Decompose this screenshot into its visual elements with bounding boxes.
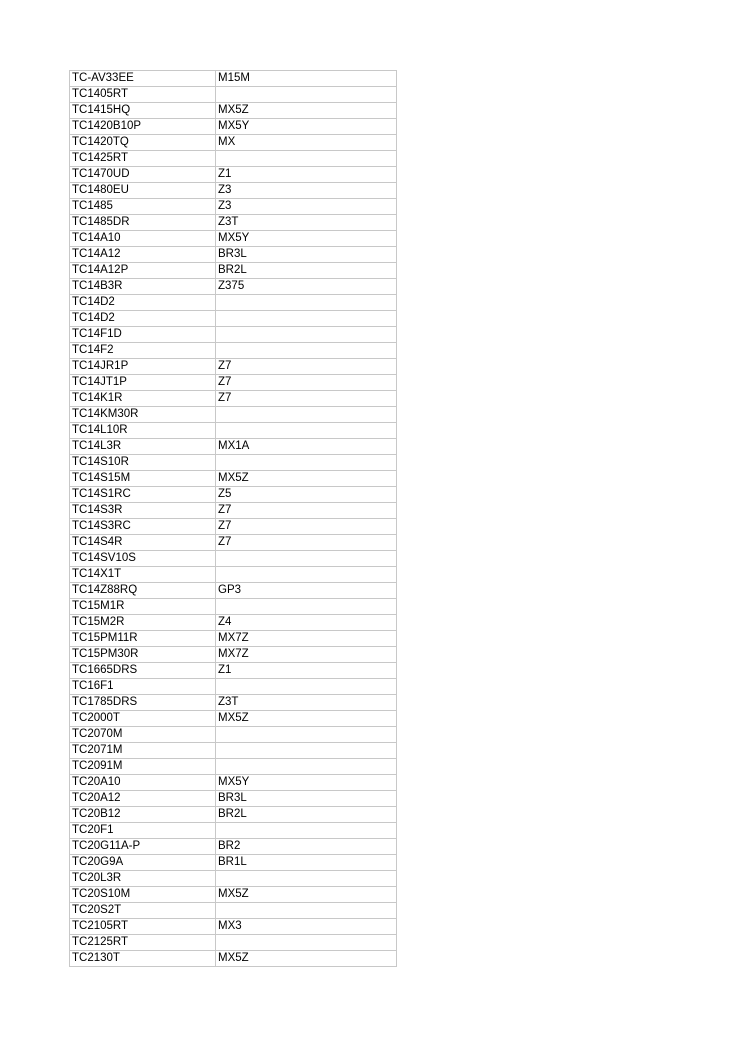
model-cell: TC1420TQ [70,135,216,151]
table-row [70,135,397,151]
table-row [70,583,397,599]
table-row [70,263,397,279]
table-row [70,215,397,231]
chassis-cell [216,343,397,359]
model-cell: TC2071M [70,743,216,759]
model-cell: TC14S3R [70,503,216,519]
table-row [70,695,397,711]
table-row [70,471,397,487]
chassis-cell: MX3 [216,919,397,935]
table-row [70,919,397,935]
table-row [70,711,397,727]
model-cell: TC20B12 [70,807,216,823]
table-row [70,535,397,551]
table-row [70,119,397,135]
model-cell: TC2105RT [70,919,216,935]
model-cell: TC2130T [70,951,216,967]
model-cell: TC1420B10P [70,119,216,135]
table-row [70,887,397,903]
table-row [70,199,397,215]
model-cell: TC14K1R [70,391,216,407]
chassis-cell [216,407,397,423]
chassis-cell: MX7Z [216,631,397,647]
table-row [70,407,397,423]
chassis-cell: Z1 [216,167,397,183]
table-row [70,855,397,871]
model-cell: TC1665DRS [70,663,216,679]
chassis-cell [216,87,397,103]
model-cell: TC14S1RC [70,487,216,503]
chassis-cell: Z7 [216,503,397,519]
model-cell: TC2091M [70,759,216,775]
chassis-cell: MX5Z [216,711,397,727]
chassis-cell: Z7 [216,359,397,375]
chassis-cell [216,151,397,167]
table-row [70,343,397,359]
table-row [70,327,397,343]
table-row [70,727,397,743]
table-row [70,759,397,775]
chassis-cell: Z7 [216,375,397,391]
model-cell: TC15PM30R [70,647,216,663]
table-row [70,647,397,663]
chassis-cell [216,599,397,615]
model-cell: TC1785DRS [70,695,216,711]
model-cell: TC1485 [70,199,216,215]
model-cell: TC20G11A-P [70,839,216,855]
chassis-cell [216,311,397,327]
model-cell: TC1415HQ [70,103,216,119]
chassis-cell: Z4 [216,615,397,631]
chassis-cell: Z7 [216,519,397,535]
table-row [70,455,397,471]
chassis-cell: BR3L [216,791,397,807]
table-row [70,103,397,119]
model-cell: TC-AV33EE [70,71,216,87]
model-cell: TC14D2 [70,311,216,327]
table-row [70,311,397,327]
model-cell: TC14D2 [70,295,216,311]
chassis-cell: MX1A [216,439,397,455]
model-cell: TC1405RT [70,87,216,103]
table-row [70,71,397,87]
model-cell: TC1485DR [70,215,216,231]
table-row [70,375,397,391]
chassis-cell [216,727,397,743]
table-row [70,279,397,295]
table-row [70,487,397,503]
model-cell: TC14KM30R [70,407,216,423]
model-cell: TC14JT1P [70,375,216,391]
model-cell: TC14S15M [70,471,216,487]
model-cell: TC14S4R [70,535,216,551]
chassis-cell: BR2 [216,839,397,855]
chassis-cell: MX5Z [216,951,397,967]
chassis-cell: Z7 [216,535,397,551]
table-row [70,231,397,247]
model-cell: TC14A12 [70,247,216,263]
table-row [70,87,397,103]
model-cell: TC20S2T [70,903,216,919]
chassis-cell [216,679,397,695]
model-cell: TC15PM11R [70,631,216,647]
model-cell: TC15M1R [70,599,216,615]
model-chassis-table [69,70,397,967]
chassis-cell: Z375 [216,279,397,295]
chassis-cell [216,327,397,343]
chassis-cell: Z3 [216,183,397,199]
chassis-cell: MX5Z [216,887,397,903]
model-cell: TC20G9A [70,855,216,871]
model-cell: TC14L10R [70,423,216,439]
model-cell: TC14S10R [70,455,216,471]
chassis-cell: M15M [216,71,397,87]
model-cell: TC14F1D [70,327,216,343]
model-cell: TC20F1 [70,823,216,839]
table-body [70,71,397,967]
table-row [70,663,397,679]
model-cell: TC1470UD [70,167,216,183]
table-row [70,503,397,519]
chassis-cell: GP3 [216,583,397,599]
table-row [70,359,397,375]
model-cell: TC14B3R [70,279,216,295]
model-cell: TC14A10 [70,231,216,247]
model-cell: TC20A10 [70,775,216,791]
chassis-cell [216,935,397,951]
model-cell: TC14L3R [70,439,216,455]
model-cell: TC14S3RC [70,519,216,535]
model-cell: TC14X1T [70,567,216,583]
chassis-cell: MX5Y [216,119,397,135]
model-cell: TC1425RT [70,151,216,167]
chassis-cell [216,871,397,887]
chassis-cell: BR2L [216,807,397,823]
model-cell: TC14SV10S [70,551,216,567]
table-row [70,951,397,967]
chassis-cell: Z7 [216,391,397,407]
chassis-cell: MX [216,135,397,151]
model-cell: TC14JR1P [70,359,216,375]
chassis-cell: Z5 [216,487,397,503]
chassis-cell: MX5Y [216,775,397,791]
model-cell: TC14Z88RQ [70,583,216,599]
chassis-cell [216,455,397,471]
chassis-cell [216,295,397,311]
table-row [70,183,397,199]
table-row [70,679,397,695]
table-row [70,823,397,839]
table-row [70,903,397,919]
chassis-cell: Z1 [216,663,397,679]
table-row [70,599,397,615]
model-cell: TC2125RT [70,935,216,951]
table-row [70,439,397,455]
chassis-cell: Z3T [216,215,397,231]
chassis-cell [216,903,397,919]
model-cell: TC20A12 [70,791,216,807]
table-row [70,151,397,167]
chassis-cell: MX7Z [216,647,397,663]
chassis-cell [216,743,397,759]
chassis-cell: BR2L [216,263,397,279]
chassis-cell [216,551,397,567]
table-row [70,167,397,183]
table-row [70,519,397,535]
model-cell: TC15M2R [70,615,216,631]
chassis-cell: Z3T [216,695,397,711]
model-cell: TC20L3R [70,871,216,887]
table-row [70,295,397,311]
chassis-cell: MX5Z [216,103,397,119]
table-row [70,247,397,263]
model-cell: TC14A12P [70,263,216,279]
chassis-cell [216,423,397,439]
table-row [70,551,397,567]
table-row [70,615,397,631]
table-row [70,743,397,759]
model-cell: TC14F2 [70,343,216,359]
model-cell: TC1480EU [70,183,216,199]
chassis-cell [216,823,397,839]
table-row [70,839,397,855]
model-cell: TC16F1 [70,679,216,695]
chassis-cell: BR1L [216,855,397,871]
model-cell: TC2070M [70,727,216,743]
table-row [70,791,397,807]
chassis-cell [216,759,397,775]
table-row [70,423,397,439]
chassis-cell: Z3 [216,199,397,215]
table-row [70,871,397,887]
table-row [70,631,397,647]
table-row [70,567,397,583]
table-row [70,391,397,407]
table-row [70,935,397,951]
table-row [70,775,397,791]
chassis-cell: BR3L [216,247,397,263]
model-cell: TC20S10M [70,887,216,903]
chassis-cell [216,567,397,583]
chassis-cell: MX5Z [216,471,397,487]
model-cell: TC2000T [70,711,216,727]
table-row [70,807,397,823]
chassis-cell: MX5Y [216,231,397,247]
